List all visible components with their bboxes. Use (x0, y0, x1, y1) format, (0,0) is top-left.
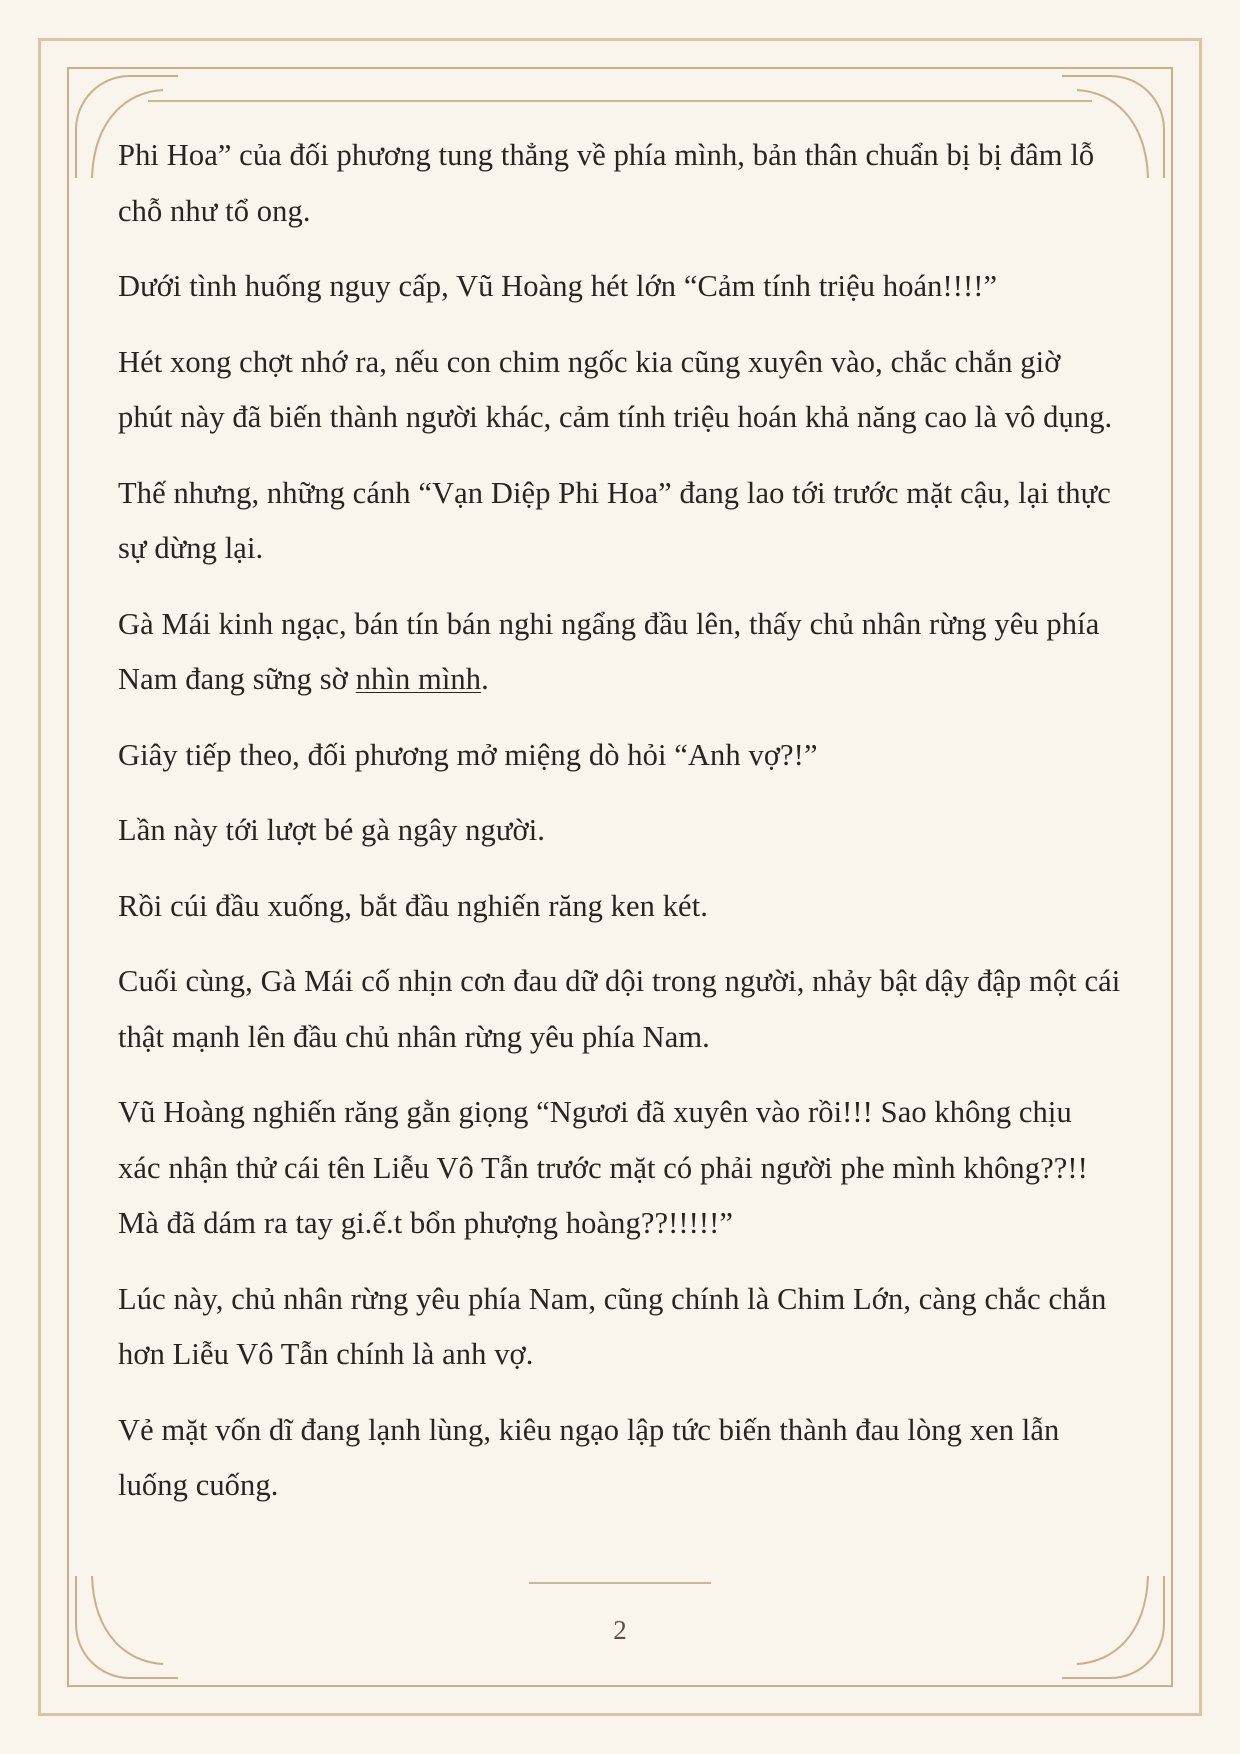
header-rule (148, 100, 1092, 102)
paragraph: Lần này tới lượt bé gà ngây người. (118, 813, 546, 847)
paragraph-text-before: Gà Mái kinh ngạc, bán tín bán nghi ngẩng đầu lên, thấy chủ nhân rừng yêu phía Nam đang sững sờ (118, 606, 1100, 696)
page-number: 2 (613, 1615, 627, 1645)
underlined-phrase: nhìn mình (355, 662, 482, 696)
paragraph: Phi Hoa” của đối phương tung thẳng về phía mình, bản thân chuẩn bị bị đâm lỗ chỗ như tổ ong. (118, 138, 1095, 228)
paragraph: Hét xong chợt nhớ ra, nếu con chim ngốc kia cũng xuyên vào, chắc chắn giờ phút này đã biến thành người khác, cảm tính triệu hoán khả năng cao là vô dụng. (118, 344, 1113, 434)
footer-rule (529, 1582, 711, 1584)
paragraph-with-underline (118, 597, 1122, 708)
paragraph-text-after: . (481, 662, 489, 696)
paragraph: Cuối cùng, Gà Mái cố nhịn cơn đau dữ dội trong người, nhảy bật dậy đập một cái thật mạnh lên đầu chủ nhân rừng yêu phía Nam. (118, 964, 1121, 1054)
paragraph: Lúc này, chủ nhân rừng yêu phía Nam, cũng chính là Chim Lớn, càng chắc chắn hơn Liễu Vô Tẫn chính là anh vợ. (118, 1281, 1107, 1371)
paragraph: Rồi cúi đầu xuống, bắt đầu nghiến răng ken két. (118, 888, 708, 923)
paragraph: Vẻ mặt vốn dĩ đang lạnh lùng, kiêu ngạo lập tức biến thành đau lòng xen lẫn luống cuống. (118, 1412, 1060, 1502)
paragraph: Thế nhưng, những cánh “Vạn Diệp Phi Hoa” đang lao tới trước mặt cậu, lại thực sự dừng lại. (118, 475, 1111, 565)
paragraph: Dưới tình huống nguy cấp, Vũ Hoàng hét lớn “Cảm tính triệu hoán!!!!” (118, 269, 998, 303)
paragraph: Vũ Hoàng nghiến răng gằn giọng “Ngươi đã xuyên vào rồi!!! Sao không chịu xác nhận thử cái tên Liễu Vô Tẫn trước mặt có phải người phe mình không??!! Mà đã dám ra tay gi.ế.t bổn phượng hoàng??!!!!!” (118, 1095, 1088, 1240)
body-text-column (118, 128, 1122, 1534)
paragraph: Giây tiếp theo, đối phương mở miệng dò hỏi “Anh vợ?!” (118, 737, 818, 772)
